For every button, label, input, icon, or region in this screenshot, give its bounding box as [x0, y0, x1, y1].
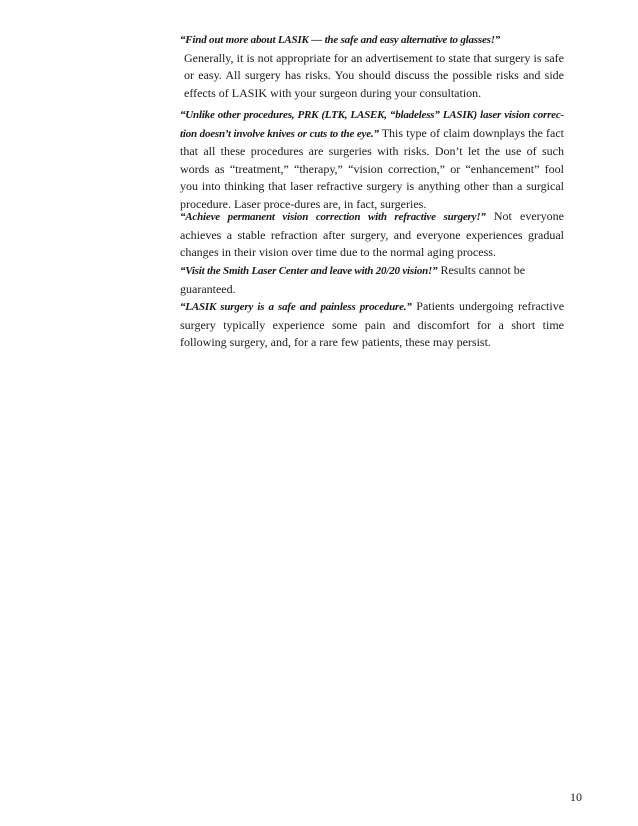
- explanation-text: Generally, it is not appropriate for an advertisement to state that surgery is safe or easy. All surgery has risks. You should discuss the possible risks and side effects of LASIK with your surgeon during your consultation.: [184, 50, 564, 100]
- explanation-text: Not everyone achieves a stable refraction after surgery, and everyone experiences gradual changes in their vision over time due to the normal aging process.: [180, 209, 564, 260]
- claim-text: “Visit the Smith Laser Center and leave with 20/20 vision!”: [180, 265, 438, 277]
- page-number: 10: [570, 790, 582, 804]
- claim-text: “Achieve permanent vision correction with refractive surgery!”: [180, 211, 486, 223]
- claim-text: “LASIK surgery is a safe and painless procedure.”: [180, 301, 412, 313]
- explanation-text: Patients undergoing refractive surgery typically experience some pain and discomfort for a short time following surgery, and, for a rare few patients, these may persist.: [180, 299, 565, 350]
- entry-safe-and-easy: [180, 32, 564, 102]
- entry-20-20-vision: [180, 262, 564, 298]
- explanation-text: This type of claim downplays the fact that all these procedures are surgeries with risks. Don’t let the use of such words as “treatment,” “therapy,” “vision correction,” or “enhancement” fool you into thinking that laser refractive surgery is anything other than a surgical procedure. Laser proce-dures are, in fact, surgeries.: [180, 125, 564, 211]
- entry-permanent-correction: [180, 208, 564, 262]
- claim-text: “Unlike other procedures, PRK (LTK, LASEK, “bladeless” LASIK) laser vision correc-tion doesn’t involve knives or cuts to the eye.”: [180, 109, 564, 140]
- claim-text: “Find out more about LASIK — the safe and easy alternative to glasses!”: [180, 34, 501, 46]
- entry-no-knives: [180, 106, 564, 214]
- explanation-text: Results cannot be guaranteed.: [180, 263, 526, 296]
- entry-safe-and-painless: [180, 298, 564, 352]
